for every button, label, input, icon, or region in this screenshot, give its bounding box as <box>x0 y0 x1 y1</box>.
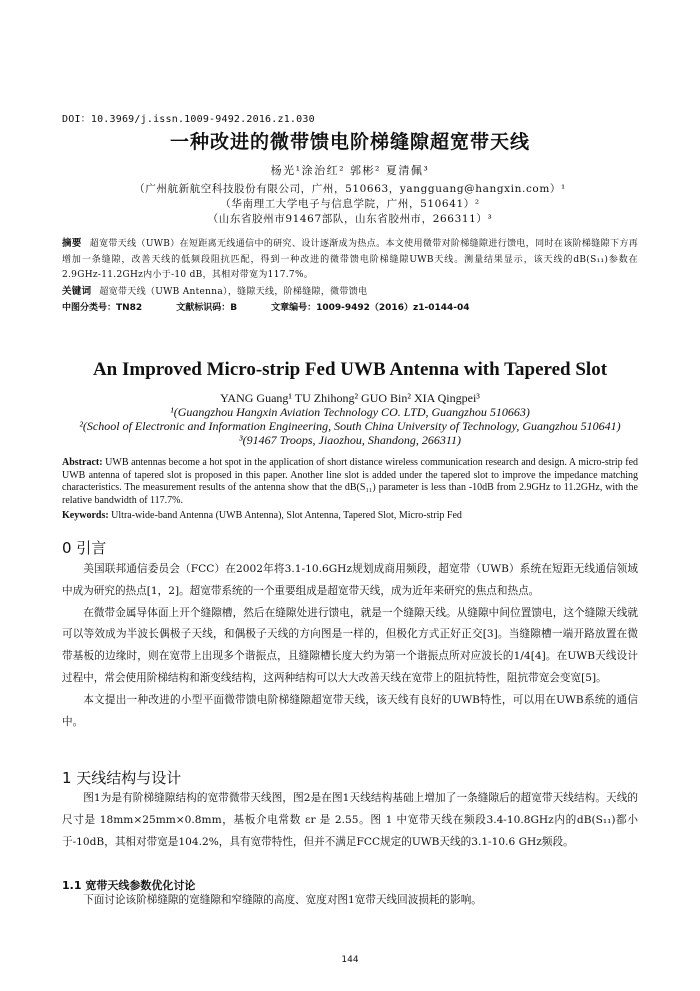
chinese-title: 一种改进的微带馈电阶梯缝隙超宽带天线 <box>169 131 530 153</box>
paragraph: 在微带金属导体面上开个缝隙槽，然后在缝隙处进行馈电，就是一个缝隙天线。从缝隙中间位置馈电，这个缝隙天线就可以等效成为半波长偶极子天线，和偶极子天线的方向图是一样的，但极化方式正好正交[3]。当缝隙槽一端开路放置在微带基板的边缘时，则在宽带上出现多个谐振点，且缝隙槽长度大约为第一个谐振点所对应波长的1/4[4]。在UWB天线设计过程中，常会使用阶梯结构和渐变线结构，这两种结构可以大大改善天线在宽带上的阻抗特性，阻抗带宽会变宽[5]。 <box>62 606 638 684</box>
english-abstract-label: Abstract: <box>62 457 103 468</box>
class-number: 中图分类号：TN82 <box>62 303 143 313</box>
english-keywords-text: Ultra-wide-band Antenna (UWB Antenna), Slot Antenna, Tapered Slot, Micro-strip Fed <box>111 510 462 521</box>
english-keywords <box>62 510 462 521</box>
chinese-abstract-text: 超宽带天线（UWB）在短距离无线通信中的研究、设计逐渐成为热点。本文使用微带对阶梯缝隙进行馈电，同时在该阶梯缝隙下方再增加一条缝隙，改善天线的低频段阻抗匹配，得到一种改进的微带馈电阶梯缝隙UWB天线。测量结果显示，该天线的dB(S₁₁)参数在2.9GHz-11.2GHz内小于-10 dB，其相对带宽为117.7%。 <box>62 239 638 280</box>
english-title: An Improved Micro-strip Fed UWB Antenna with Tapered Slot <box>92 359 608 380</box>
english-affiliation-2: ²(School of Electronic and Information Engineering, South China University of Technology, Guangzhou 510641) <box>79 419 621 433</box>
subsection-1-1-heading: 1.1 宽带天线参数优化讨论 <box>62 879 196 892</box>
chinese-affiliation-1: （广州航新航空科技股份有限公司，广州，510663，yangguang@hangxin.com）¹ <box>134 183 566 195</box>
chinese-keywords-text: 超宽带天线（UWB Antenna），缝隙天线，阶梯缝隙，微带馈电 <box>99 287 368 297</box>
section-1-body <box>62 788 638 853</box>
section-0-body <box>62 559 638 733</box>
paragraph: 图1为是有阶梯缝隙结构的宽带微带天线图，图2是在图1天线结构基础上增加了一条缝隙后的超宽带天线结构。天线的尺寸是 18mm×25mm×0.8mm，基板介电常数 εr 是 2.55。图 1 中宽带天线在频段3.4-10.8GHz内的dB(S₁₁)都小于-10dB，其相对带宽是104.2%，具有宽带特性，但并不满足FCC规定的UWB天线的3.1-10.6 GHz频段。 <box>62 792 638 848</box>
chinese-affiliation-3: （山东省胶州市91467部队，山东省胶州市，266311）³ <box>207 213 493 225</box>
english-abstract <box>62 457 638 507</box>
english-affiliation-1: ¹(Guangzhou Hangxin Aviation Technology CO. LTD, Guangzhou 510663) <box>170 405 530 419</box>
page-number: 144 <box>341 955 359 965</box>
doc-code: 文献标识码：B <box>176 303 238 313</box>
chinese-keywords <box>62 283 638 297</box>
chinese-abstract-label: 摘要 <box>62 238 82 249</box>
chinese-affiliation-2: （华南理工大学电子与信息学院，广州，510641）² <box>220 198 480 210</box>
paragraph: 美国联邦通信委员会（FCC）在2002年将3.1-10.6GHz规划成商用频段，超宽带（UWB）系统在短距无线通信领域中成为研究的热点[1，2]。超宽带系统的一个重要组成是超宽带天线，成为近年来研究的焦点和热点。 <box>62 563 638 597</box>
chinese-abstract <box>62 236 638 284</box>
paragraph: 下面讨论该阶梯缝隙的宽缝隙和窄缝隙的高度、宽度对图1宽带天线回波损耗的影响。 <box>83 894 482 906</box>
english-affiliation-3: ³(91467 Troops, Jiaozhou, Shandong, 266311) <box>239 433 461 447</box>
article-number: 文章编号：1009-9492（2016）z1-0144-04 <box>271 303 470 313</box>
chinese-authors: 杨光¹涂治红² 郭彬² 夏清佩³ <box>270 164 430 177</box>
section-1-heading: 1 天线结构与设计 <box>62 769 182 787</box>
classification-line <box>62 300 504 313</box>
english-keywords-label: Keywords: <box>62 510 109 521</box>
paragraph: 本文提出一种改进的小型平面微带馈电阶梯缝隙超宽带天线，该天线有良好的UWB特性，可以用在UWB系统的通信中。 <box>62 693 638 728</box>
english-authors: YANG Guang¹ TU Zhihong² GUO Bin² XIA Qingpei³ <box>220 391 480 405</box>
subsection-1-1-body <box>62 890 638 912</box>
chinese-keywords-label: 关键词 <box>62 286 92 297</box>
section-0-heading: 0 引言 <box>62 539 107 557</box>
english-abstract-text: UWB antennas become a hot spot in the application of short distance wireless communication research and design. A micro-strip fed UWB antenna of tapered slot is proposed in this paper. Another line slot is added under the tapered slot to improve the impedance matching characteristics. The measurement results of the antenna show that the dB(S₁₁) parameter is less than -10dB from 2.9GHz to 11.2GHz, with the relative bandwidth of 117.7%. <box>62 457 639 506</box>
doi: DOI：10.3969/j.issn.1009-9492.2016.z1.030 <box>62 114 315 125</box>
